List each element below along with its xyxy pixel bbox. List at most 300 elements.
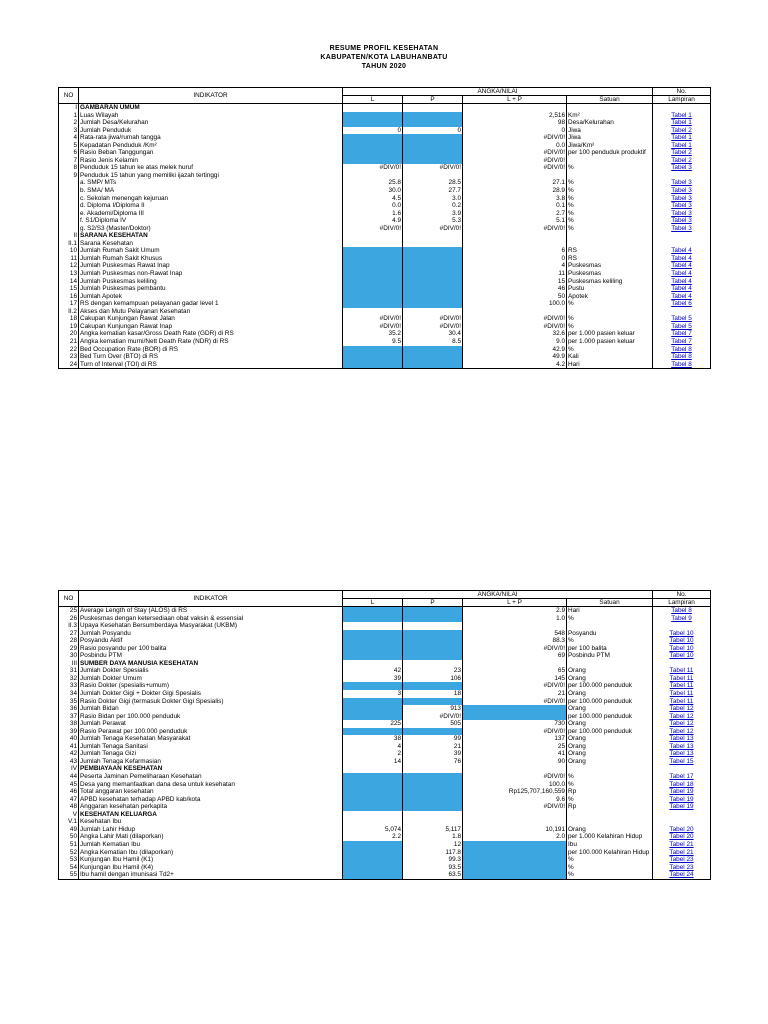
value-lp: 100.0 <box>463 300 567 308</box>
value-p <box>403 622 463 630</box>
value-lp: 88.3 <box>463 637 567 645</box>
unit <box>567 104 653 112</box>
row-number: 13 <box>59 270 79 278</box>
value-l <box>343 713 403 721</box>
indicator-name: Posyandu Aktif <box>79 637 343 645</box>
unit: % <box>567 187 653 195</box>
table-row <box>59 781 711 789</box>
report-year: TAHUN 2020 <box>361 63 407 70</box>
indicator-name: Jumlah Dokter Umum <box>79 675 343 683</box>
value-lp: 2,516 <box>463 112 567 120</box>
value-lp: 25 <box>463 743 567 751</box>
lampiran-link[interactable]: Tabel 4 <box>671 292 692 300</box>
indicator-name: Rasio Jenis Kelamin <box>79 157 343 165</box>
lampiran-cell <box>653 675 711 683</box>
value-lp: Rp125,707,160,559 <box>463 788 567 796</box>
lampiran-link[interactable]: Tabel 2 <box>671 149 692 157</box>
table-row <box>59 720 711 728</box>
value-lp: 50 <box>463 293 567 301</box>
value-p <box>403 157 463 165</box>
table-row <box>59 225 711 233</box>
lampiran-link[interactable]: Tabel 8 <box>671 360 692 368</box>
unit <box>567 660 653 668</box>
lampiran-link[interactable]: Tabel 21 <box>669 840 694 848</box>
value-lp: #DIV/0! <box>463 164 567 172</box>
lampiran-link[interactable]: Tabel 7 <box>671 337 692 345</box>
row-number: 8 <box>59 164 79 172</box>
value-lp <box>463 849 567 857</box>
lampiran-cell <box>653 849 711 857</box>
row-number: 16 <box>59 293 79 301</box>
unit: % <box>567 871 653 879</box>
indicator-name: Jumlah Apotek <box>79 293 343 301</box>
value-l <box>343 871 403 879</box>
value-lp: 9.6 <box>463 796 567 804</box>
value-lp: 2.7 <box>463 210 567 218</box>
row-number: 36 <box>59 705 79 713</box>
lampiran-cell <box>653 690 711 698</box>
row-number: 4 <box>59 134 79 142</box>
lampiran-link[interactable]: Tabel 13 <box>669 742 694 750</box>
lampiran-link[interactable]: Tabel 21 <box>669 848 694 856</box>
col-angka: ANGKA/NILAI <box>343 88 653 96</box>
value-p <box>403 353 463 361</box>
value-lp: 27.1 <box>463 179 567 187</box>
lampiran-cell <box>653 765 711 773</box>
indicator-name: Jumlah Puskesmas keliling <box>79 278 343 286</box>
value-l: 2.2 <box>343 833 403 841</box>
row-number: 11 <box>59 255 79 263</box>
value-lp <box>463 856 567 864</box>
value-l: 0 <box>343 127 403 135</box>
value-p <box>403 781 463 789</box>
row-number: 14 <box>59 278 79 286</box>
value-p: 505 <box>403 720 463 728</box>
table-row <box>59 773 711 781</box>
value-l <box>343 849 403 857</box>
lampiran-link[interactable]: Tabel 2 <box>671 156 692 164</box>
unit: per 1.000 Kelahiran Hidup <box>567 833 653 841</box>
lampiran-link[interactable]: Tabel 10 <box>669 637 694 645</box>
value-l <box>343 728 403 736</box>
value-p: #DIV/0! <box>403 164 463 172</box>
lampiran-link[interactable]: Tabel 3 <box>671 194 692 202</box>
lampiran-link[interactable]: Tabel 3 <box>671 209 692 217</box>
col-lp: L + P <box>463 96 567 104</box>
table-row <box>59 293 711 301</box>
value-l: 9.5 <box>343 338 403 346</box>
indicator-name: KESEHATAN KELUARGA <box>79 811 343 819</box>
lampiran-link[interactable]: Tabel 1 <box>671 134 692 142</box>
row-number: 32 <box>59 675 79 683</box>
value-lp: #DIV/0! <box>463 149 567 157</box>
unit: Orang <box>567 720 653 728</box>
value-l <box>343 615 403 623</box>
value-l <box>343 698 403 706</box>
row-number: 2 <box>59 119 79 127</box>
indicator-name: Penduduk 15 tahun ke atas melek huruf <box>79 164 343 172</box>
unit: % <box>567 773 653 781</box>
unit: Orang <box>567 826 653 834</box>
value-lp: 0 <box>463 255 567 263</box>
value-p: 23 <box>403 667 463 675</box>
table-row <box>59 765 711 773</box>
value-l: #DIV/0! <box>343 164 403 172</box>
indicator-name: Sarana Kesehatan <box>79 240 343 248</box>
value-p: #DIV/0! <box>403 323 463 331</box>
value-lp: #DIV/0! <box>463 728 567 736</box>
indicator-name: Rata-rata jiwa/rumah tangga <box>79 134 343 142</box>
value-p: 18 <box>403 690 463 698</box>
lampiran-link[interactable]: Tabel 7 <box>671 330 692 338</box>
lampiran-link[interactable]: Tabel 3 <box>671 179 692 187</box>
indicator-name: Jumlah Kematian Ibu <box>79 841 343 849</box>
value-lp <box>463 864 567 872</box>
indicator-name: f. S1/Diploma IV <box>79 217 343 225</box>
indicator-name: Jumlah Lahir Hidup <box>79 826 343 834</box>
value-p: 12 <box>403 841 463 849</box>
lampiran-cell <box>653 285 711 293</box>
table-row <box>59 278 711 286</box>
value-p: 1.8 <box>403 833 463 841</box>
row-number: 40 <box>59 735 79 743</box>
unit: per 1.000 pasien keluar <box>567 338 653 346</box>
value-lp: 98 <box>463 119 567 127</box>
lampiran-cell <box>653 841 711 849</box>
lampiran-link[interactable]: Tabel 12 <box>669 712 694 720</box>
value-l: 225 <box>343 720 403 728</box>
unit: per 100 penduduk produktif <box>567 149 653 157</box>
unit: per 100.000 penduduk <box>567 698 653 706</box>
lampiran-link[interactable]: Tabel 11 <box>669 667 694 675</box>
lampiran-cell <box>653 112 711 120</box>
unit: % <box>567 300 653 308</box>
value-lp: 28.9 <box>463 187 567 195</box>
indicator-name: Jumlah Puskesmas pembantu <box>79 285 343 293</box>
lampiran-cell <box>653 338 711 346</box>
table-row <box>59 217 711 225</box>
lampiran-cell <box>653 713 711 721</box>
row-number: 37 <box>59 713 79 721</box>
lampiran-cell <box>653 864 711 872</box>
value-l <box>343 119 403 127</box>
row-number: II <box>59 232 79 240</box>
value-p: 913 <box>403 705 463 713</box>
indicator-name: Cakupan Kunjungan Rawat Jalan <box>79 315 343 323</box>
row-number: 22 <box>59 346 79 354</box>
unit <box>567 622 653 630</box>
unit <box>567 765 653 773</box>
table-row <box>59 615 711 623</box>
table-row <box>59 308 711 316</box>
unit <box>567 818 653 826</box>
lampiran-link[interactable]: Tabel 15 <box>669 757 694 765</box>
lampiran-link[interactable]: Tabel 4 <box>671 270 692 278</box>
table-row <box>59 713 711 721</box>
lampiran-link[interactable]: Tabel 1 <box>671 111 692 119</box>
lampiran-link[interactable]: Tabel 12 <box>669 727 694 735</box>
table-row <box>59 826 711 834</box>
value-l: 14 <box>343 758 403 766</box>
unit: Posyandu <box>567 630 653 638</box>
row-number: II.1 <box>59 240 79 248</box>
unit: Puskesmas <box>567 262 653 270</box>
table-row <box>59 841 711 849</box>
indicator-name: Kunjungan Ibu Hamil (K1) <box>79 856 343 864</box>
lampiran-cell <box>653 781 711 789</box>
unit: per 1.000 pasien keluar <box>567 330 653 338</box>
indicator-name: Desa yang memanfaatkan dana desa untuk kesehatan <box>79 781 343 789</box>
lampiran-cell <box>653 270 711 278</box>
value-p: 99 <box>403 735 463 743</box>
table-row <box>59 871 711 879</box>
lampiran-link[interactable]: Tabel 13 <box>669 735 694 743</box>
value-l <box>343 660 403 668</box>
table-row <box>59 735 711 743</box>
lampiran-cell <box>653 353 711 361</box>
value-p: 0 <box>403 127 463 135</box>
report-title: RESUME PROFIL KESEHATAN <box>329 45 439 52</box>
row-number: 48 <box>59 803 79 811</box>
value-p: 93.5 <box>403 864 463 872</box>
lampiran-link[interactable]: Tabel 12 <box>669 720 694 728</box>
table-row <box>59 856 711 864</box>
lampiran-link[interactable]: Tabel 11 <box>669 682 694 690</box>
value-l <box>343 841 403 849</box>
lampiran-link[interactable]: Tabel 20 <box>669 825 694 833</box>
indicator-name: Jumlah Rumah Sakit Khusus <box>79 255 343 263</box>
table-row <box>59 353 711 361</box>
value-lp: 21 <box>463 690 567 698</box>
table-row <box>59 652 711 660</box>
indicator-name: Luas Wilayah <box>79 112 343 120</box>
table-row <box>59 315 711 323</box>
indicator-name: Rasio Perawat per 100.000 penduduk <box>79 728 343 736</box>
row-number: II.2 <box>59 308 79 316</box>
lampiran-link[interactable]: Tabel 1 <box>671 119 692 127</box>
row-number: 55 <box>59 871 79 879</box>
value-l <box>343 803 403 811</box>
value-lp: #DIV/0! <box>463 225 567 233</box>
value-lp: #DIV/0! <box>463 645 567 653</box>
unit: Orang <box>567 667 653 675</box>
value-p <box>403 247 463 255</box>
lampiran-link[interactable]: Tabel 10 <box>669 652 694 660</box>
value-p <box>403 346 463 354</box>
value-p <box>403 293 463 301</box>
table-row <box>59 698 711 706</box>
row-number: 52 <box>59 849 79 857</box>
value-l <box>343 172 403 180</box>
lampiran-link[interactable]: Tabel 19 <box>669 788 694 796</box>
table-row <box>59 330 711 338</box>
value-l <box>343 255 403 263</box>
row-number: 51 <box>59 841 79 849</box>
value-p: 27.7 <box>403 187 463 195</box>
unit: Km² <box>567 112 653 120</box>
col-l: L <box>343 96 403 104</box>
lampiran-link[interactable]: Tabel 17 <box>669 773 694 781</box>
indicator-name: Jumlah Tenaga Kefarmasian <box>79 758 343 766</box>
lampiran-link[interactable]: Tabel 11 <box>669 674 694 682</box>
table-row <box>59 195 711 203</box>
value-l <box>343 796 403 804</box>
lampiran-link[interactable]: Tabel 4 <box>671 247 692 255</box>
row-number: 47 <box>59 796 79 804</box>
table-row <box>59 127 711 135</box>
value-l <box>343 864 403 872</box>
indicator-name: a. SMP/ MTs <box>79 179 343 187</box>
value-lp: 11 <box>463 270 567 278</box>
unit: % <box>567 856 653 864</box>
table-row <box>59 210 711 218</box>
table-row <box>59 119 711 127</box>
col-lp: L + P <box>463 599 567 607</box>
row-number: 10 <box>59 247 79 255</box>
value-lp: #DIV/0! <box>463 773 567 781</box>
value-lp <box>463 660 567 668</box>
lampiran-link[interactable]: Tabel 23 <box>669 863 694 871</box>
unit: per 100 balita <box>567 645 653 653</box>
lampiran-link[interactable]: Tabel 4 <box>671 285 692 293</box>
lampiran-cell <box>653 758 711 766</box>
value-l <box>343 134 403 142</box>
indicator-name: Jumlah Posyandu <box>79 630 343 638</box>
lampiran-link[interactable]: Tabel 10 <box>669 644 694 652</box>
table-row <box>59 172 711 180</box>
table-row <box>59 682 711 690</box>
lampiran-link[interactable]: Tabel 3 <box>671 224 692 232</box>
lampiran-link[interactable]: Tabel 3 <box>671 187 692 195</box>
unit: Pustu <box>567 285 653 293</box>
table-row <box>59 690 711 698</box>
lampiran-cell <box>653 255 711 263</box>
value-l <box>343 781 403 789</box>
lampiran-link[interactable]: Tabel 6 <box>671 300 692 308</box>
indicator-name: Jumlah Puskesmas non-Rawat Inap <box>79 270 343 278</box>
row-number: III <box>59 660 79 668</box>
table-row <box>59 796 711 804</box>
table-row <box>59 750 711 758</box>
table-row <box>59 240 711 248</box>
value-l <box>343 818 403 826</box>
indicator-name: Jumlah Tenaga Sanitasi <box>79 743 343 751</box>
lampiran-link[interactable]: Tabel 20 <box>669 833 694 841</box>
value-lp: 4.2 <box>463 361 567 369</box>
lampiran-link[interactable]: Tabel 5 <box>671 315 692 323</box>
value-l <box>343 232 403 240</box>
lampiran-link[interactable]: Tabel 3 <box>671 202 692 210</box>
lampiran-link[interactable]: Tabel 10 <box>669 629 694 637</box>
lampiran-link[interactable]: Tabel 18 <box>669 780 694 788</box>
lampiran-cell <box>653 187 711 195</box>
value-p <box>403 270 463 278</box>
lampiran-link[interactable]: Tabel 8 <box>671 607 692 614</box>
lampiran-link[interactable]: Tabel 24 <box>669 871 694 879</box>
unit: Orang <box>567 750 653 758</box>
lampiran-link[interactable]: Tabel 19 <box>669 795 694 803</box>
lampiran-link[interactable]: Tabel 11 <box>669 690 694 698</box>
lampiran-cell <box>653 743 711 751</box>
unit: Rp <box>567 788 653 796</box>
value-lp: 46 <box>463 285 567 293</box>
unit: % <box>567 202 653 210</box>
value-lp: 6 <box>463 247 567 255</box>
value-lp: 69 <box>463 652 567 660</box>
lampiran-link[interactable]: Tabel 23 <box>669 856 694 864</box>
value-p <box>403 240 463 248</box>
lampiran-link[interactable]: Tabel 4 <box>671 262 692 270</box>
value-l <box>343 705 403 713</box>
row-number: 19 <box>59 323 79 331</box>
row-number <box>59 187 79 195</box>
lampiran-link[interactable]: Tabel 1 <box>671 141 692 149</box>
lampiran-link[interactable]: Tabel 3 <box>671 164 692 172</box>
row-number: V.1 <box>59 818 79 826</box>
value-p <box>403 172 463 180</box>
lampiran-cell <box>653 104 711 112</box>
table-row <box>59 157 711 165</box>
unit: Jiwa <box>567 134 653 142</box>
row-number: 26 <box>59 615 79 623</box>
value-p <box>403 630 463 638</box>
lampiran-link[interactable]: Tabel 12 <box>669 705 694 713</box>
table-row <box>59 705 711 713</box>
lampiran-cell <box>653 773 711 781</box>
lampiran-link[interactable]: Tabel 8 <box>671 353 692 361</box>
unit: per 100.000 Kelahiran Hidup <box>567 849 653 857</box>
lampiran-cell <box>653 164 711 172</box>
lampiran-link[interactable]: Tabel 9 <box>671 614 692 622</box>
lampiran-cell <box>653 637 711 645</box>
table-row <box>59 818 711 826</box>
value-p: 106 <box>403 675 463 683</box>
unit: per 100.000 penduduk <box>567 682 653 690</box>
lampiran-link[interactable]: Tabel 5 <box>671 322 692 330</box>
lampiran-link[interactable]: Tabel 13 <box>669 750 694 758</box>
col-satuan: Satuan <box>567 96 653 104</box>
lampiran-link[interactable]: Tabel 4 <box>671 254 692 262</box>
lampiran-link[interactable]: Tabel 19 <box>669 803 694 811</box>
row-number: 28 <box>59 637 79 645</box>
row-number: 34 <box>59 690 79 698</box>
indicator-name: Jumlah Penduduk <box>79 127 343 135</box>
lampiran-cell <box>653 652 711 660</box>
col-no: NO <box>59 88 79 104</box>
row-number: 53 <box>59 856 79 864</box>
indicator-name: GAMBARAN UMUM <box>79 104 343 112</box>
col-p: P <box>403 96 463 104</box>
table-row <box>59 142 711 150</box>
unit: % <box>567 615 653 623</box>
unit: % <box>567 217 653 225</box>
lampiran-cell <box>653 698 711 706</box>
col-lampiran: No. <box>653 88 711 96</box>
row-number: 18 <box>59 315 79 323</box>
unit: Jiwa/Km² <box>567 142 653 150</box>
indicator-name: Average Length of Stay (ALOS) di RS <box>79 607 343 615</box>
lampiran-link[interactable]: Tabel 4 <box>671 277 692 285</box>
lampiran-link[interactable]: Tabel 3 <box>671 217 692 225</box>
unit: RS <box>567 255 653 263</box>
lampiran-link[interactable]: Tabel 11 <box>669 697 694 705</box>
lampiran-link[interactable]: Tabel 2 <box>671 126 692 134</box>
lampiran-link[interactable]: Tabel 8 <box>671 345 692 353</box>
table-row <box>59 104 711 112</box>
indicator-name: Angka kematian kasar/Gross Death Rate (GDR) di RS <box>79 330 343 338</box>
value-p <box>403 112 463 120</box>
lampiran-cell <box>653 134 711 142</box>
